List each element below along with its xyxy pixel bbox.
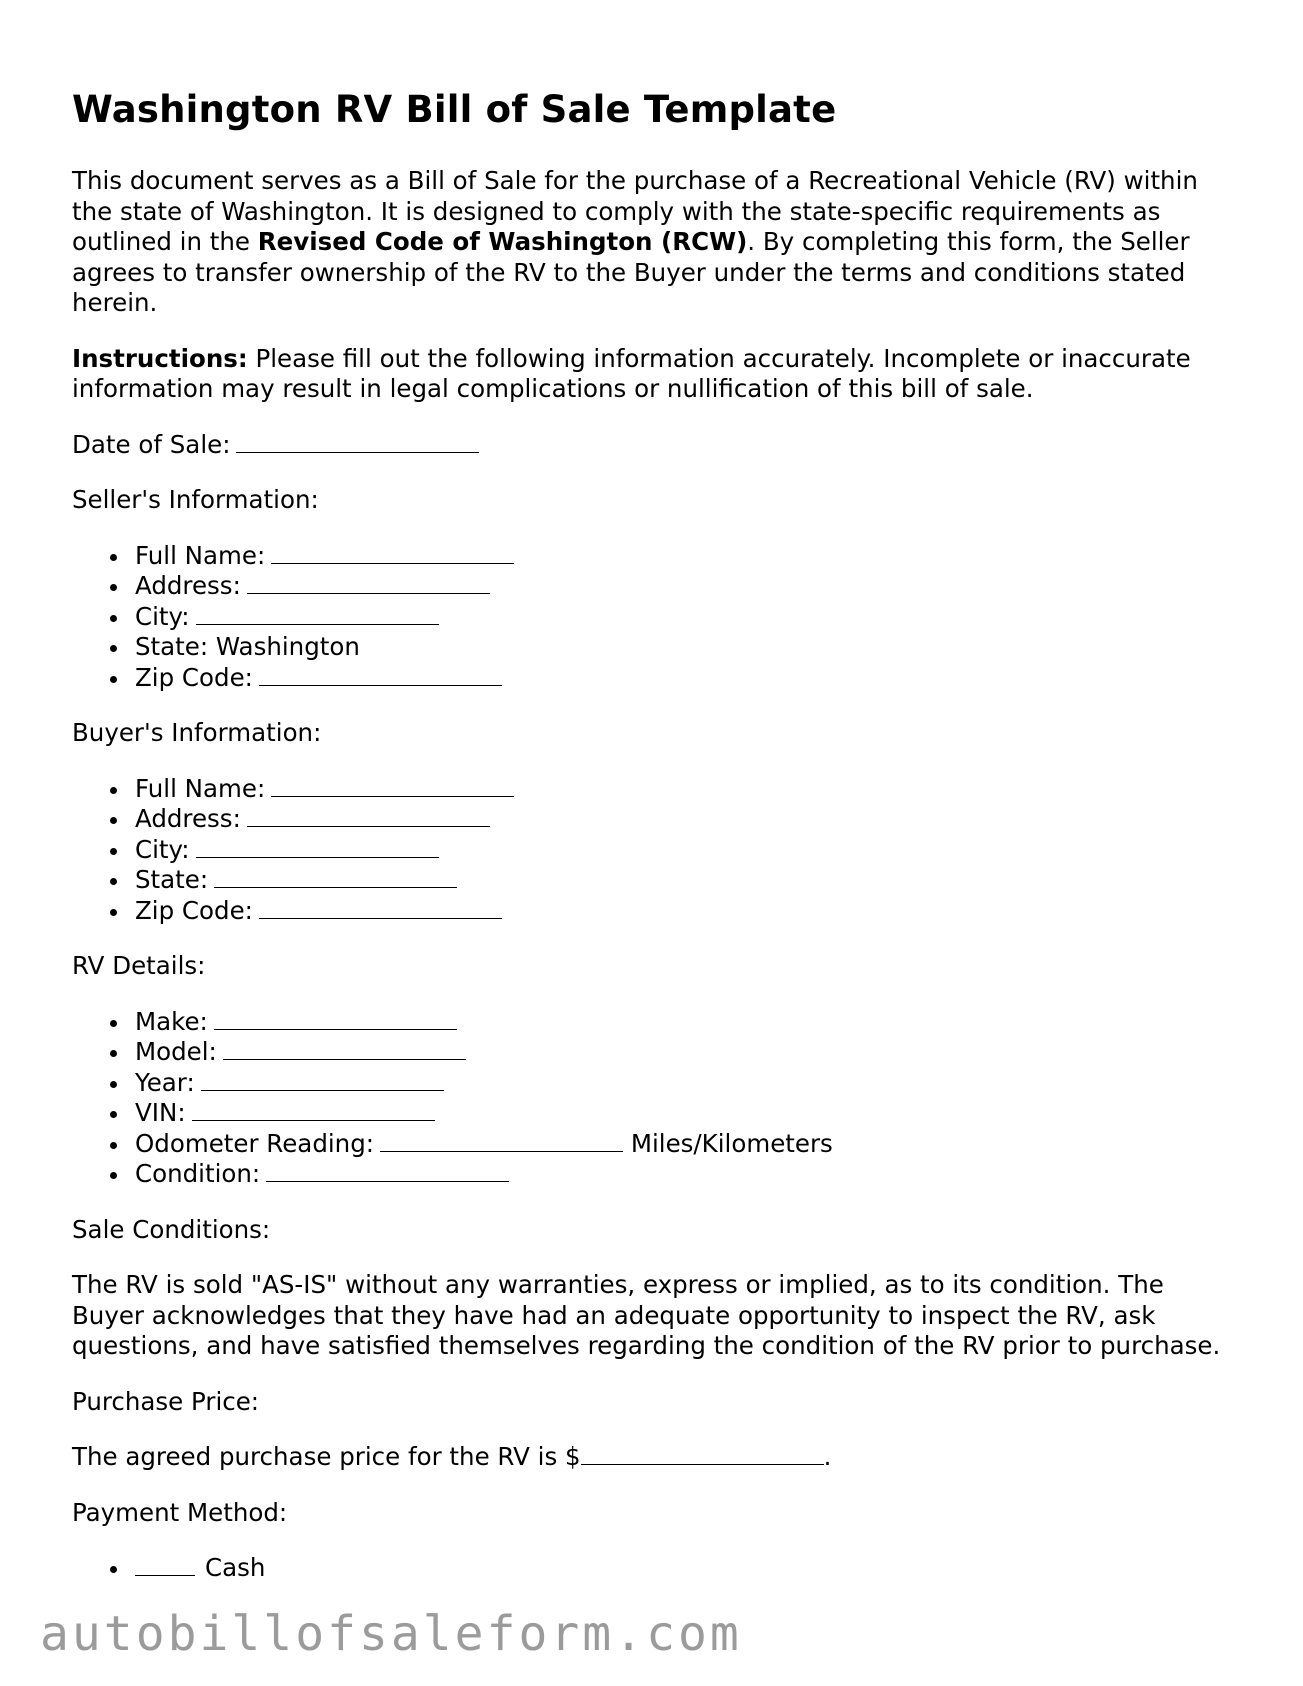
intro-text-start: This document serves as a Bill of Sale for the purchase of a Recreational Vehicle (RV) within the state of Washington. It is designed to comply with the state-specific requirements as outlined in the <box>72 166 1198 256</box>
list-item <box>135 1098 1232 1129</box>
seller-zip-field[interactable] <box>259 665 502 686</box>
seller-city-label: City: <box>135 601 190 631</box>
buyer-address-label: Address: <box>135 804 241 833</box>
seller-zip-label: Zip Code: <box>135 662 253 692</box>
sale-conditions-text: The RV is sold "AS-IS" without any warranties, express or implied, as to its condition. The Buyer acknowledges that they have had an adequate opportunity to inspect the RV, ask questions, and have satisfied themselves regarding the condition of the RV prior to purchase. <box>72 1270 1221 1360</box>
buyer-address-field[interactable] <box>247 806 490 827</box>
list-item <box>135 632 1232 663</box>
rv-model-label: Model: <box>135 1037 217 1066</box>
buyer-zip-field[interactable] <box>259 898 502 919</box>
list-item <box>135 1007 1232 1038</box>
sale-conditions-heading: Sale Conditions: <box>72 1214 271 1244</box>
list-item <box>135 896 1232 927</box>
buyer-full-name-label: Full Name: <box>135 773 266 803</box>
seller-state-label: State: Washington <box>135 632 360 661</box>
purchase-price-heading: Purchase Price: <box>72 1386 260 1416</box>
rv-vin-label: VIN: <box>135 1098 186 1127</box>
rv-details-list <box>72 1007 1232 1190</box>
buyer-list <box>72 774 1232 927</box>
list-item <box>135 571 1232 602</box>
buyer-state-label: State: <box>135 865 209 894</box>
rv-make-field[interactable] <box>214 1009 457 1030</box>
intro-paragraph <box>72 166 1232 319</box>
list-item <box>135 865 1232 896</box>
buyer-zip-label: Zip Code: <box>135 895 253 925</box>
rv-condition-field[interactable] <box>266 1161 509 1182</box>
payment-cash-label: Cash <box>205 1553 266 1582</box>
intro-bold-rcw: Revised Code of Washington (RCW) <box>257 227 748 256</box>
buyer-heading: Buyer's Information: <box>72 718 322 747</box>
rv-condition-label: Condition: <box>135 1159 261 1188</box>
rv-model-field[interactable] <box>223 1039 466 1060</box>
seller-city-field[interactable] <box>196 604 439 625</box>
purchase-price-text: The agreed purchase price for the RV is $ <box>72 1442 581 1471</box>
list-item <box>135 602 1232 633</box>
seller-full-name-field[interactable] <box>271 543 514 564</box>
list-item <box>135 1129 1232 1160</box>
purchase-price-line <box>72 1442 1232 1473</box>
date-of-sale-line <box>72 430 1232 461</box>
document-body <box>72 166 1232 1609</box>
buyer-city-field[interactable] <box>196 837 439 858</box>
buyer-city-label: City: <box>135 834 190 864</box>
seller-heading: Seller's Information: <box>72 485 319 514</box>
rv-details-heading: RV Details: <box>72 951 206 980</box>
list-item <box>135 1068 1232 1099</box>
payment-method-heading: Payment Method: <box>72 1497 288 1527</box>
payment-method-list <box>72 1553 1232 1584</box>
date-of-sale-label: Date of Sale: <box>72 429 231 459</box>
seller-full-name-label: Full Name: <box>135 540 266 570</box>
watermark: autobillofsaleform.com <box>40 1606 742 1662</box>
rv-odometer-label: Odometer Reading: <box>135 1128 375 1158</box>
list-item <box>135 804 1232 835</box>
payment-cash-checkbox[interactable] <box>135 1555 195 1576</box>
list-item <box>135 1037 1232 1068</box>
list-item <box>135 1159 1232 1190</box>
seller-list <box>72 541 1232 694</box>
list-item <box>135 774 1232 805</box>
rv-year-field[interactable] <box>201 1070 444 1091</box>
page-title: Washington RV Bill of Sale Template <box>72 88 837 131</box>
rv-odometer-unit: Miles/Kilometers <box>630 1128 833 1158</box>
rv-odometer-field[interactable] <box>380 1131 623 1152</box>
rv-year-label: Year: <box>135 1067 195 1097</box>
list-item <box>135 835 1232 866</box>
instructions-paragraph <box>72 344 1232 405</box>
instructions-label: Instructions: <box>72 343 248 373</box>
seller-address-label: Address: <box>135 571 241 600</box>
list-item <box>135 541 1232 572</box>
date-of-sale-field[interactable] <box>236 432 479 453</box>
list-item <box>135 1553 1232 1584</box>
purchase-price-field[interactable] <box>581 1444 824 1465</box>
purchase-price-end: . <box>823 1442 832 1471</box>
seller-address-field[interactable] <box>247 573 490 594</box>
rv-make-label: Make: <box>135 1006 208 1036</box>
buyer-state-field[interactable] <box>214 867 457 888</box>
instructions-text: Please fill out the following information accurately. Incomplete or inaccurate information may result in legal complications or nullification of this bill of sale. <box>72 343 1191 403</box>
rv-vin-field[interactable] <box>192 1100 435 1121</box>
buyer-full-name-field[interactable] <box>271 776 514 797</box>
list-item <box>135 663 1232 694</box>
intro-text-end: . By completing this form, the Seller agrees to transfer ownership of the RV to the Buyer under the terms and conditions stated herein. <box>72 227 1190 317</box>
